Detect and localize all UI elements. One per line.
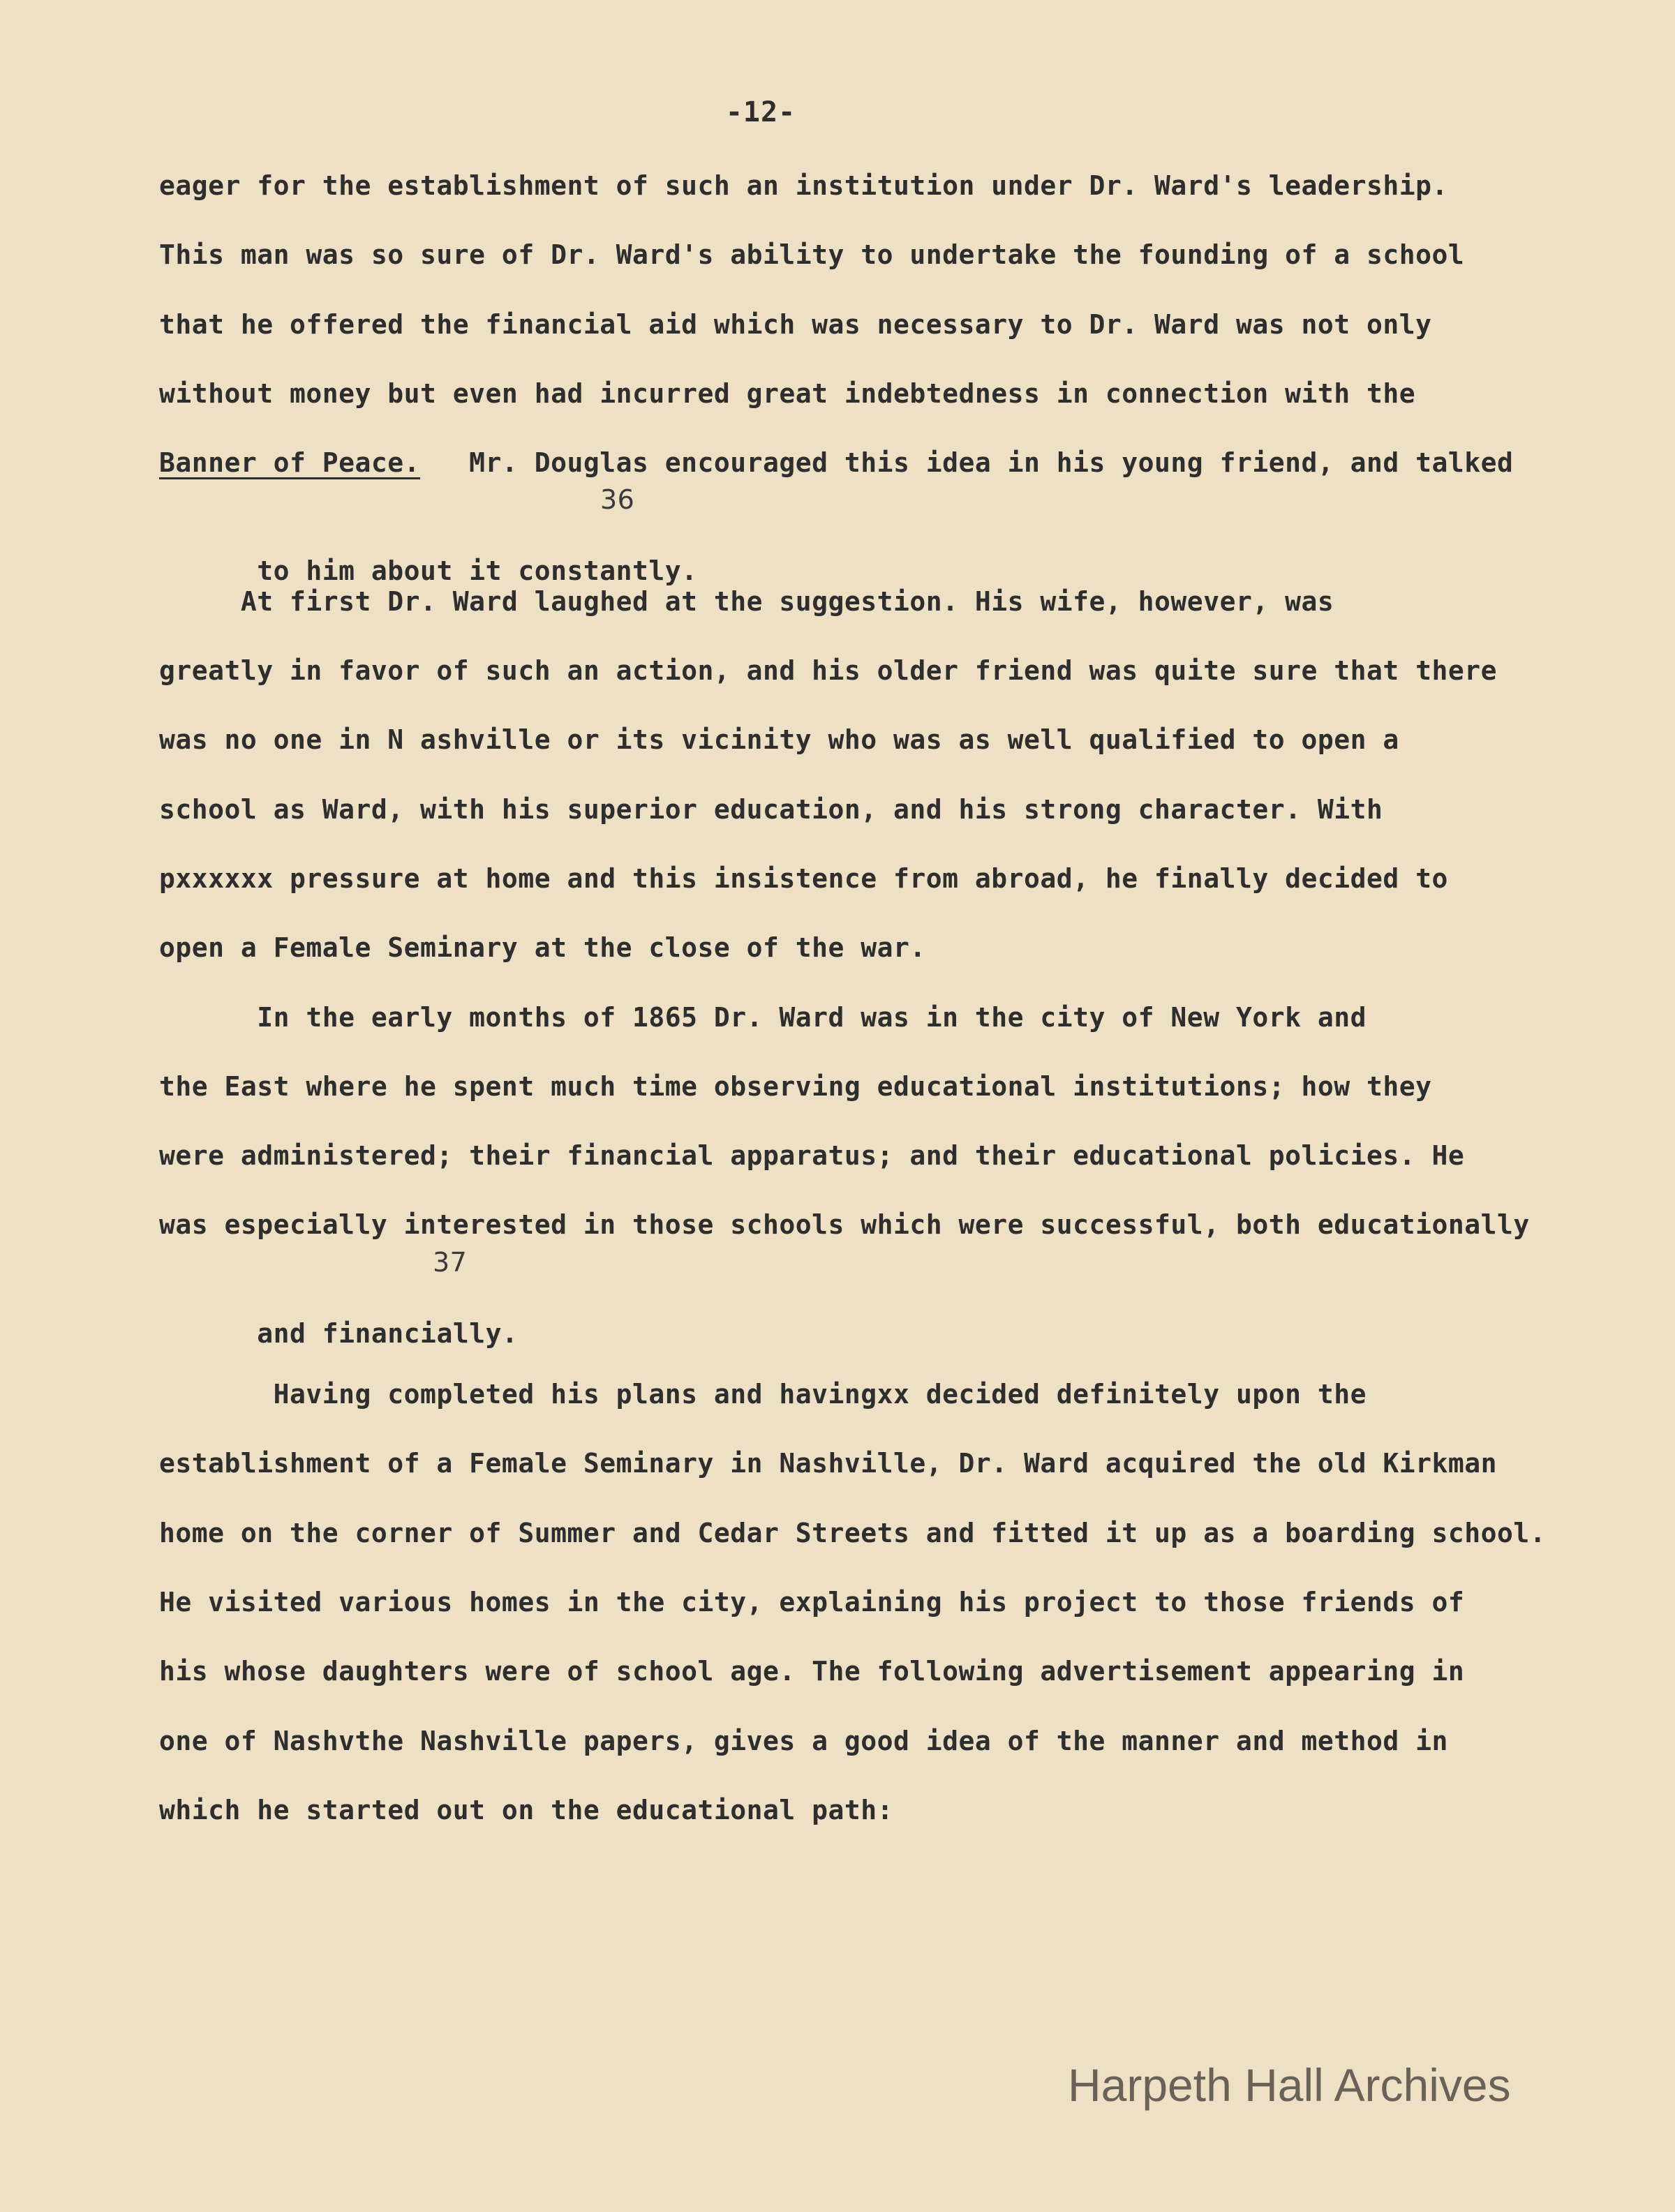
text-line: one of Nashvthe Nashville papers, gives a good idea of the manner and method in: [159, 1725, 1448, 1756]
text-line: without money but even had incurred great indebtedness in connection with the: [159, 378, 1416, 409]
text-line: [159, 1246, 1632, 1349]
footnote-marker: 37: [433, 1246, 468, 1278]
text-line: In the early months of 1865 Dr. Ward was in the city of New York and: [159, 1001, 1367, 1033]
paragraph: [159, 998, 1632, 1349]
paragraph: [159, 582, 1632, 998]
text-line: open a Female Seminary at the close of the war.: [159, 932, 926, 964]
text-line: At first Dr. Ward laughed at the suggestion. His wife, however, was: [159, 585, 1334, 617]
text-line: Banner of Peace. Mr. Douglas encouraged this idea in his young friend, and talked: [159, 447, 1514, 479]
text-line: his whose daughters were of school age. The following advertisement appearing in: [159, 1656, 1465, 1687]
paragraph: [159, 1375, 1632, 1860]
underlined-title: Banner of Peace.: [159, 447, 421, 479]
text-line: This man was so sure of Dr. Ward's ability to undertake the founding of a school: [159, 239, 1465, 271]
archive-watermark: Harpeth Hall Archives: [1068, 2059, 1511, 2111]
text-line: the East where he spent much time observing educational institutions; how they: [159, 1070, 1432, 1102]
document-body: [159, 166, 1632, 1860]
page-number: -12-: [725, 96, 796, 128]
paragraph: [159, 166, 1632, 587]
text-line: that he offered the financial aid which was necessary to Dr. Ward was not only: [159, 308, 1432, 340]
text-line: pxxxxxx pressure at home and this insistence from abroad, he finally decided to: [159, 862, 1448, 894]
footnote-marker: 36: [600, 484, 635, 516]
text-line: eager for the establishment of such an institution under Dr. Ward's leadership.: [159, 170, 1448, 201]
text-line: greatly in favor of such an action, and his older friend was quite sure that there: [159, 655, 1497, 687]
text-line-content: to him about it constantly.: [257, 555, 698, 587]
text-line: was no one in N ashville or its vicinity who was as well qualified to open a: [159, 724, 1399, 756]
text-line: He visited various homes in the city, explaining his project to those friends of: [159, 1586, 1465, 1617]
text-line: Having completed his plans and havingxx decided definitely upon the: [159, 1379, 1367, 1410]
text-line: establishment of a Female Seminary in Nashville, Dr. Ward acquired the old Kirkman: [159, 1448, 1497, 1479]
text-line: were administered; their financial apparatus; and their educational policies. He: [159, 1140, 1465, 1172]
text-line: which he started out on the educational path:: [159, 1794, 894, 1825]
text-line: school as Ward, with his superior education, and his strong character. With: [159, 793, 1383, 825]
text-line: [159, 484, 1632, 587]
text-line-content: and financially.: [257, 1317, 519, 1349]
text-line: home on the corner of Summer and Cedar Streets and fitted it up as a boarding school.: [159, 1517, 1547, 1548]
text-line: was especially interested in those schools which were successful, both educationally: [159, 1209, 1530, 1241]
